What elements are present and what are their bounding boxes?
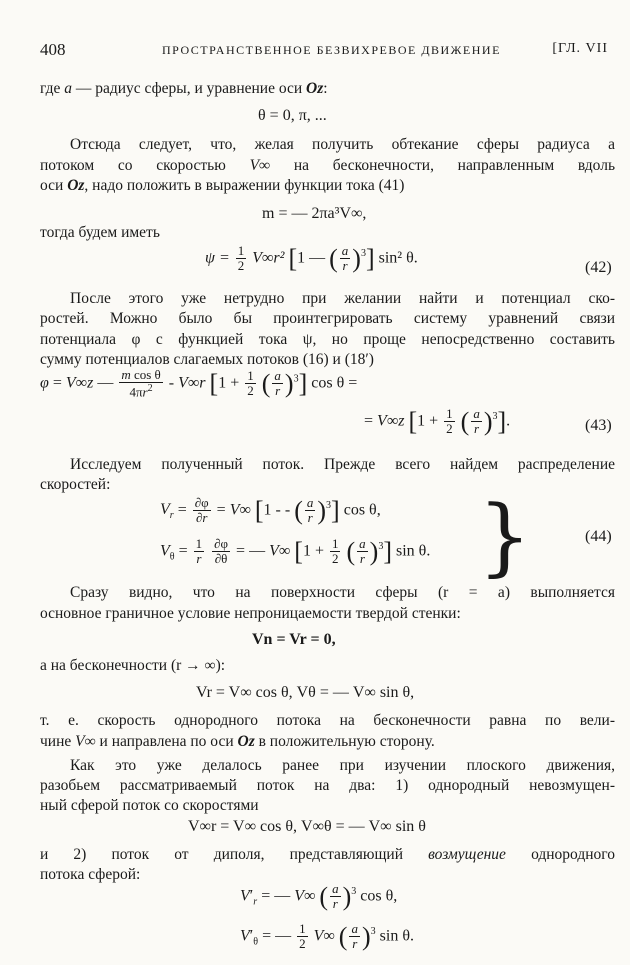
equation-44-vr: $V_r$ = $\frac{\partial\varphi}{\partial r}$ = V∞ [1 - - ( $\frac{a}{r}$ )$^3$] cos θ, <box>160 495 381 526</box>
paragraph-line: скоростей: <box>40 476 111 493</box>
paragraph-line: основное граничное условие непроницаемости твердой стенки: <box>40 605 461 622</box>
equation-theta: θ = 0, π, ... <box>258 107 327 124</box>
equation-vr-prime: $V'_r$ = — V∞ ( $\frac{a}{r}$ )$^3$ cos θ, <box>240 881 398 912</box>
paragraph-line: потоком со скоростью V∞ на бесконечности, направленным вдоль <box>40 157 616 174</box>
paragraph-line: потенциала φ с функцией тока ψ, но проще непосредственно составить <box>40 331 615 348</box>
equation-42: ψ = $\frac{1}{2}$ V∞r² [1 — ( $\frac{a}{r}$ )$^3$] sin² θ. <box>205 243 418 274</box>
text-line-1: где a — радиус сферы, и уравнение оси Oz: <box>40 80 328 97</box>
paragraph-line: и 2) поток от диполя, представляющий возмущение однородного <box>40 846 616 863</box>
equation-number: (42) <box>585 259 612 276</box>
paragraph-line: После этого уже нетрудно при желании найти и потенциал ско- <box>70 290 615 307</box>
equation-number: (43) <box>585 417 612 434</box>
equation-m: m = — 2πa³V∞, <box>262 205 367 222</box>
equation-number: (44) <box>585 528 612 545</box>
paragraph-line: Исследуем полученный поток. Прежде всего найдем распределение <box>70 456 615 473</box>
page-header <box>40 40 608 62</box>
paragraph-line: Отсюда следует, что, желая получить обтекание сферы радиуса a <box>70 136 615 153</box>
page-number: 408 <box>40 40 66 59</box>
equation-43-line-1: φ = V∞z — $\frac{\text{m cos θ}}{4\pi r^2}$ - V∞r [1 + $\frac{1}{2}$ ( $\frac{a}{r}$ )$^3$] cos θ = <box>40 367 358 400</box>
equation-uniform: V∞r = V∞ cos θ, V∞θ = — V∞ sin θ <box>188 818 426 835</box>
paragraph-line: ный сферой поток со скоростями <box>40 797 259 814</box>
paragraph-line: а на бесконечности (r → ∞): <box>40 657 226 674</box>
paragraph-line: ростей. Можно было бы проинтегрировать систему уравнений связи <box>40 310 615 327</box>
equation-infinity: Vr = V∞ cos θ, Vθ = — V∞ sin θ, <box>196 684 415 701</box>
paragraph-line: сумму потенциалов слагаемых потоков (16) и (18′) <box>40 351 374 368</box>
paragraph-line: чине V∞ и направлена по оси Oz в положительную сторону. <box>40 733 435 750</box>
paragraph-line: тогда будем иметь <box>40 224 160 241</box>
equation-43-line-2: = V∞z [1 + $\frac{1}{2}$ ( $\frac{a}{r}$ )$^3$]. <box>364 406 511 437</box>
equation-vtheta-prime: $V'_\theta$ = — $\frac{1}{2}$ V∞ ( $\frac{a}{r}$ )$^3$ sin θ. <box>240 921 414 952</box>
paragraph-line: Как это уже делалось ранее при изучении плоского движения, <box>70 757 615 774</box>
paragraph-line: разобьем рассматриваемый поток на два: 1) однородный невозмущен- <box>40 777 615 794</box>
equation-vn: Vn = Vr = 0, <box>252 631 336 648</box>
paragraph-line: Сразу видно, что на поверхности сферы (r = a) выполняется <box>70 584 615 601</box>
running-title: ПРОСТРАНСТВЕННОЕ БЕЗВИХРЕВОЕ ДВИЖЕНИЕ <box>162 43 501 57</box>
paragraph-line: оси Oz, надо положить в выражении функции тока (41) <box>40 177 405 194</box>
right-brace: } <box>478 487 532 585</box>
paragraph-line: т. е. скорость однородного потока на бесконечности равна по вели- <box>40 712 615 729</box>
equation-44-vtheta: $V_\theta$ = $\frac{1}{r}$ $\frac{\partial\varphi}{\partial\theta}$ = — V∞ [1 + $\frac{1}{2}$ ( $\frac{a}{r}$ )$^3$] sin θ. <box>160 536 431 567</box>
paragraph-line: потока сферой: <box>40 866 141 883</box>
chapter-label: [ГЛ. VII <box>552 41 608 56</box>
